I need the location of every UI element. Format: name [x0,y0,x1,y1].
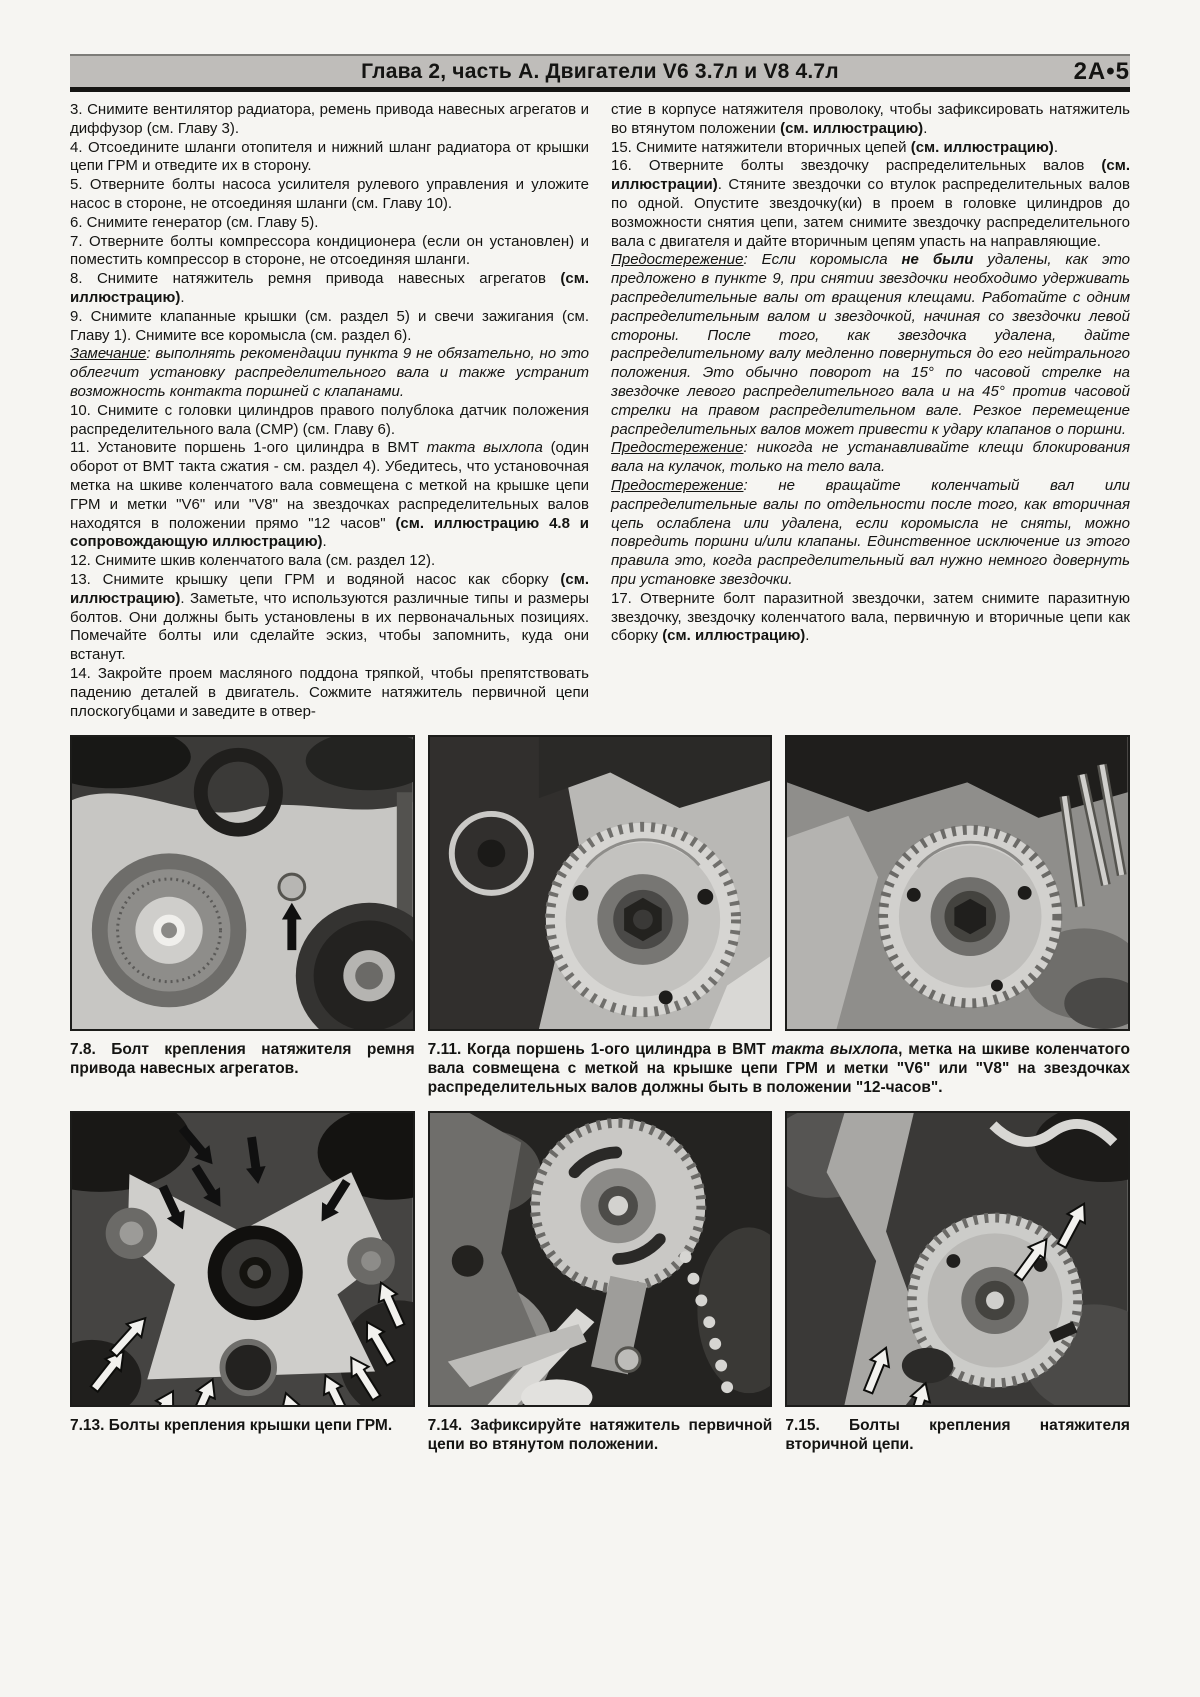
illustration-ref: (см. иллюстрации) [611,157,1130,194]
figure-7-11-caption [428,1040,1130,1097]
figure-7-8-caption: 7.8. Болт крепления натяжителя ремня привода навесных агрегатов. [70,1041,415,1078]
illustration-ref: (см. иллюстрацию) [910,138,1054,156]
step-15-end: . [1053,138,1058,156]
step-12: 12. Снимите шкив коленчатого вала (см. раздел 12). [70,552,436,570]
figure-row-1 [70,735,1130,1031]
step-17-text: 17. Отверните болт паразитной звездочки, затем снимите паразитную звездочку, звездочку коленчатого вала, первичную и вторичные цепи как сборку [611,589,1130,645]
caption-row-2 [70,1416,1130,1454]
step-4: 4. Отсоедините шланги отопителя и нижний шланг радиатора от крышки цепи ГРМ и отведите их в сторону. [70,138,589,175]
figure-row-2 [70,1111,1130,1407]
figure-7-14-caption: 7.14. Зафиксируйте натяжитель первичной цепи во втянутом положении. [427,1417,773,1454]
figure-7-8-photo [70,735,415,1031]
note-paragraph [70,345,589,401]
step-11-italic: такта выхлопа [426,439,543,457]
figure-7-15-photo [785,1111,1130,1407]
step-14-continued [611,101,1130,139]
illustration-ref: (см. иллюстрацию) [70,270,589,306]
note-body: : выполнять рекомендации пункта 9 не обязательно, но это облегчит установку распределительного вала и также устранит возможность контакта поршней с клапанами. [70,345,589,400]
step-15-text: 15. Снимите натяжители вторичных цепей [611,138,911,156]
caption-row-1 [70,1040,1130,1097]
caution-2-text: : никогда не устанавливайте клещи блокирования вала на кулачок, только на тело вала. [611,439,1130,476]
step-16-text: 16. Отверните болты звездочку распределительных валов [611,157,1102,175]
illustration-ref: (см. иллюстрацию) [70,570,589,607]
step-8-text: 8. Снимите натяжитель ремня привода навесных агрегатов [70,270,561,288]
step-8 [70,270,589,308]
illustration-ref: (см. иллюстрацию) [662,627,806,645]
caution-3-text: : не вращайте коленчатый вал или распределительные валы по отдельности после того, как вторичная цепь ослаблена или удалена, если коромысла не сняты, можно повредить поршни и/или клапаны. Единственное исключение из этого правила это, когда распределительный вал нужно немного довернуть при установке звездочки. [611,476,1130,588]
figure-7-13-caption: 7.13. Болты крепления крышки цепи ГРМ. [70,1417,393,1435]
note-label: Замечание [70,345,147,363]
step-17-end: . [805,627,810,645]
illustration-ref: (см. иллюстрацию) [780,119,924,137]
step-14-cont-end: . [923,119,928,137]
step-13-text-2: . Заметьте, что используются различные типы и размеры болтов. Они должны быть установлены в их первоначальных позициях. Помечайте болты или сделайте эскиз, чтобы запомнить, куда они встанут. [70,589,589,664]
step-6: 6. Снимите генератор (см. Главу 5). [70,213,319,231]
caution-1 [611,251,1130,439]
step-5: 5. Отверните болты насоса усилителя рулевого управления и уложите насос в стороне, не отсоединяя шланги (см. Главу 10). [70,176,589,212]
step-17 [611,590,1130,646]
step-3: 3. Снимите вентилятор радиатора, ремень привода навесных агрегатов и диффузор (см. Главу 3). [70,101,589,137]
illustration-ref: (см. иллюстрацию 4.8 и сопровождающую иллюстрацию) [70,514,589,551]
step-15 [611,139,1130,158]
step-13 [70,571,589,665]
step-10: 10. Снимите с головки цилиндров правого полублока датчик положения распределительного вала (CMP) (см. Главу 6). [70,401,589,438]
caution-label: Предостережение [611,439,744,457]
step-11-text-2: (один оборот от ВМТ такта сжатия - см. раздел 4). Убедитесь, что установочная метка на шкиве коленчатого вала совмещена с меткой на крышке цепи ГРМ и метки "V6" или "V8" на звездочках распределительных валов находятся в положении прямо "12 часов" [70,439,589,532]
caution-label: Предостережение [611,476,744,494]
figure-7-13-photo [70,1111,415,1407]
text-columns [70,101,1130,721]
caution-3 [611,477,1130,590]
step-16-text-2: . Стяните звездочки со втулок распределительных валов по одной. Опустите звездочку(ки) в проем в головке цилиндров до возможности снятия цепи, затем снимите звездочку распределительного вала с двигателя и дайте вторичным цепям упасть на направляющие. [611,176,1130,250]
step-11 [70,439,589,552]
page-number: 2А•5 [1073,58,1130,85]
caution-1-bold: не были [901,251,974,269]
step-11-text: 11. Установите поршень 1-ого цилиндра в ВМТ [70,439,427,457]
page-header [70,54,1130,92]
manual-page [70,0,1130,1454]
step-9: 9. Снимите клапанные крышки (см. раздел 5) и свечи зажигания (см. Главу 1). Снимите все коромысла (см. раздел 6). [70,307,589,344]
right-column [611,101,1130,721]
caption-7-11-text: 7.11. Когда поршень 1-ого цилиндра в ВМТ [427,1041,772,1059]
caution-1-text: : Если коромысла [743,251,902,269]
caution-1-text-2: удалены, как это предложено в пункте 9, при снятии звездочки необходимо удерживать распределительные валы от вращения клещами. Работайте с одним распределительным валом и звездочкой, начиная со звездочки левой стороны. После того, как звездочка удалена, дайте распределительному валу медленно повернуться до его нейтрального положения. Это обычно поворот на 15° по часовой стрелке на звездочке левого распределительного вала и на 45° против часовой стрелки на правом распределительном вале. Резкое перемещение распределительных валов может привести к удару клапанов о поршни. [611,251,1130,438]
step-8-end: . [180,288,185,306]
step-14: 14. Закройте проем масляного поддона тряпкой, чтобы препятствовать падению деталей в двигатель. Сожмите натяжитель первичной цепи плоскогубцами и заведите в отвер- [70,664,589,720]
step-11-end: . [322,533,327,551]
step-7: 7. Отверните болты компрессора кондиционера (если он установлен) и поместить компрессор в стороне, не отсоединяя шланги. [70,232,589,269]
caution-2 [611,439,1130,477]
left-column [70,101,589,721]
step-13-text: 13. Снимите крышку цепи ГРМ и водяной насос как сборку [70,570,561,588]
caption-7-11-text-2: , метка на шкиве коленчатого вала совмещена с меткой на крышке цепи ГРМ и метки "V6" или "V8" на звездочках распределительных валов должны быть в положении "12-часов". [427,1041,1130,1097]
step-14-cont-text: стие в корпусе натяжителя проволоку, чтобы зафиксировать натяжитель во втянутом положении [611,101,1130,137]
header-bar [70,54,1130,87]
caption-7-11-italic: такта выхлопа [771,1041,899,1059]
figure-7-15-caption: 7.15. Болты крепления натяжителя вторичной цепи. [785,1417,1130,1454]
page-title: Глава 2, часть А. Двигатели V6 3.7л и V8 4.7л [361,60,839,83]
caution-label: Предостережение [611,251,744,269]
figure-7-11-photo-a [428,735,773,1031]
figure-7-14-photo [428,1111,773,1407]
figure-7-11-photo-b [785,735,1130,1031]
step-16 [611,157,1130,251]
